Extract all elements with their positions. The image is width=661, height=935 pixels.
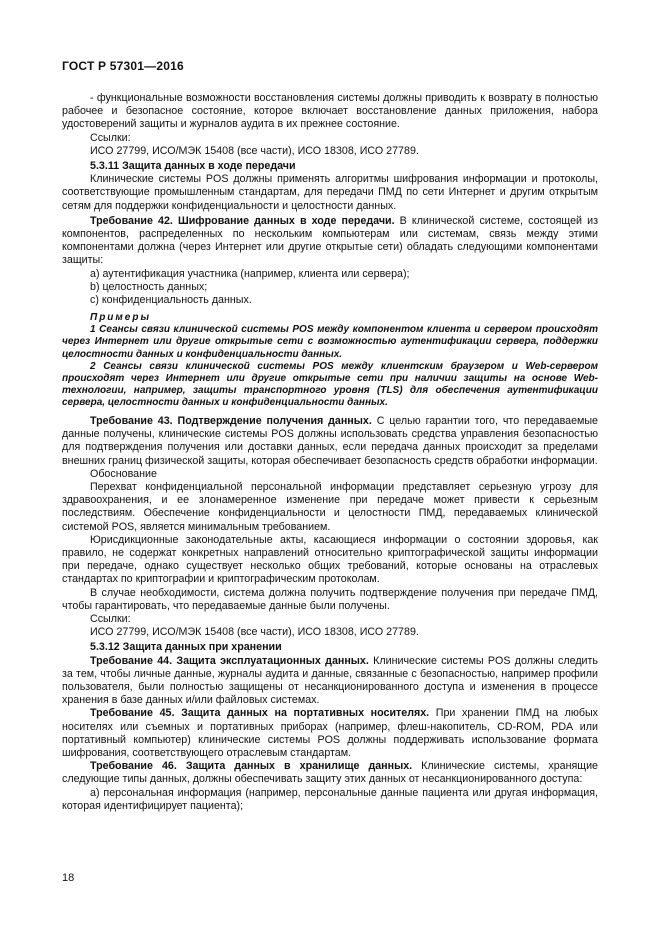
requirement-43 [62, 415, 598, 468]
requirement-45 [62, 707, 598, 760]
rationale-paragraph-1: Перехват конфиденциальной персональной информации представляет серьезную угрозу для здравоохранения, и ее злонамеренное изменение при передаче может привести к серьезным последствиям. Обеспечение конфиденциальности и целостности ПМД, передаваемых клинической системой POS, является минимальным требованием. [62, 481, 598, 533]
list-item: b) целостность данных; [90, 280, 208, 293]
requirement-43-title: Требование 43. Подтверждение получения данных. [90, 415, 372, 427]
requirement-43-text: С целью гарантии того, что передаваемые данные получены, клинические системы POS должны использовать средства управления безопасностью для подтверждения получения или доставки данных, если передача данных происходит за пределами внешних границ физической защиты, которая обеспечивает безопасность средств обработки информации. [62, 415, 598, 467]
requirement-45-title: Требование 45. Защита данных на портативных носителях. [90, 707, 430, 720]
rationale-paragraph-3: В случае необходимости, система должна получить подтверждение получения при передаче ПМД, чтобы гарантировать, что передаваемые данные были получены. [62, 586, 598, 612]
references-label: Ссылки: [90, 613, 131, 626]
requirement-42 [62, 215, 598, 268]
requirement-44 [62, 655, 598, 708]
paragraph-recovery: - функциональные возможности восстановления системы должны приводить к возврату в полностью рабочее и безопасное состояние, которое включает восстановление данных приложения, набора удостоверений защиты и журналов аудита в их прежнее состояние. [62, 92, 598, 131]
rationale-label: Обоснование [90, 467, 157, 480]
requirement-46-text: Клинические системы, хранящие следующие типы данных, должны обеспечивать защиту этих данных от несанкционированного доступа: [62, 760, 598, 786]
section-heading-5-3-11: 5.3.11 Защита данных в ходе передачи [90, 160, 296, 173]
references-label: Ссылки: [90, 131, 131, 144]
list-item: a) персональная информация (например, персональные данные пациента или другая информация, которая идентифицирует пациента); [62, 786, 598, 812]
paragraph-transmission: Клинические системы POS должны применять алгоритмы шифрования информации и протоколы, соответствующие промышленным стандартам, для передачи ПМД по сети Интернет и другим открытым сетям для поддержки конфиденциальности и целостности данных. [62, 173, 598, 212]
page-number: 18 [62, 872, 75, 884]
example-1: 1 Сеансы связи клинической системы POS между компонентом клиента и сервером происходят через Интернет или другие открытые сети с возможностью аутентификации сервера, поддержки целостности данных и конфиденциальности данных. [62, 324, 598, 360]
requirement-42-title: Требование 42. Шифрование данных в ходе передачи. [90, 214, 395, 227]
standard-designation: ГОСТ Р 57301—2016 [62, 59, 184, 73]
references-list: ИСО 27799, ИСО/МЭК 15408 (все части), ИСО 18308, ИСО 27789. [90, 626, 419, 639]
requirement-46 [62, 760, 598, 786]
examples-title: Примеры [90, 312, 152, 324]
requirement-44-title: Требование 44. Защита эксплуатационных данных. [90, 654, 369, 667]
requirement-45-text: При хранении ПМД на любых носителях или съемных и портативных приборах (например, флеш-накопитель, CD-ROM, PDA или портативный компьютер) клинические системы POS должны поддерживать использование формата шифрования, соответствующего отраслевым стандартам. [62, 707, 598, 760]
example-2: 2 Сеансы связи клинической системы POS между клиентским браузером и Web-сервером происходят через Интернет или другие открытые сети при наличии защиты на основе Web-технологии, например, защиты транспортного уровня (TLS) для обеспечения аутентификации сервера, целостности данных и конфиденциальности данных. [62, 360, 598, 408]
references-list: ИСО 27799, ИСО/МЭК 15408 (все части), ИСО 18308, ИСО 27789. [90, 144, 419, 157]
document-body [62, 92, 598, 813]
rationale-paragraph-2: Юрисдикционные законодательные акты, касающиеся информации о состоянии здоровья, как правило, не содержат конкретных направлений относительно криптографической защиты информации при передаче, однако существует несколько общих требований, которые основаны на отраслевых стандартах по криптографии и криптографическим протоколам. [62, 533, 598, 586]
list-item: c) конфиденциальность данных. [90, 294, 252, 307]
requirement-46-title: Требование 46. Защита данных в хранилище данных. [90, 760, 413, 773]
section-heading-5-3-12: 5.3.12 Защита данных при хранении [90, 641, 282, 654]
list-item: a) аутентификация участника (например, клиента или сервера); [90, 267, 410, 280]
requirement-42-text: В клинической системе, состоящей из компонентов, распределенных по нескольким компьютерам или системам, связь между этими компонентами должна (через Интернет или другие открытые сети) обладать следующими компонентами защиты: [62, 214, 598, 267]
requirement-44-text: Клинические системы POS должны следить за тем, чтобы личные данные, журналы аудита и данные, связанные с безопасностью, например профили пользователя, были полностью защищены от несанкционированного доступа и изменения в процессе хранения в базе данных и/или файловых системах. [62, 654, 598, 707]
